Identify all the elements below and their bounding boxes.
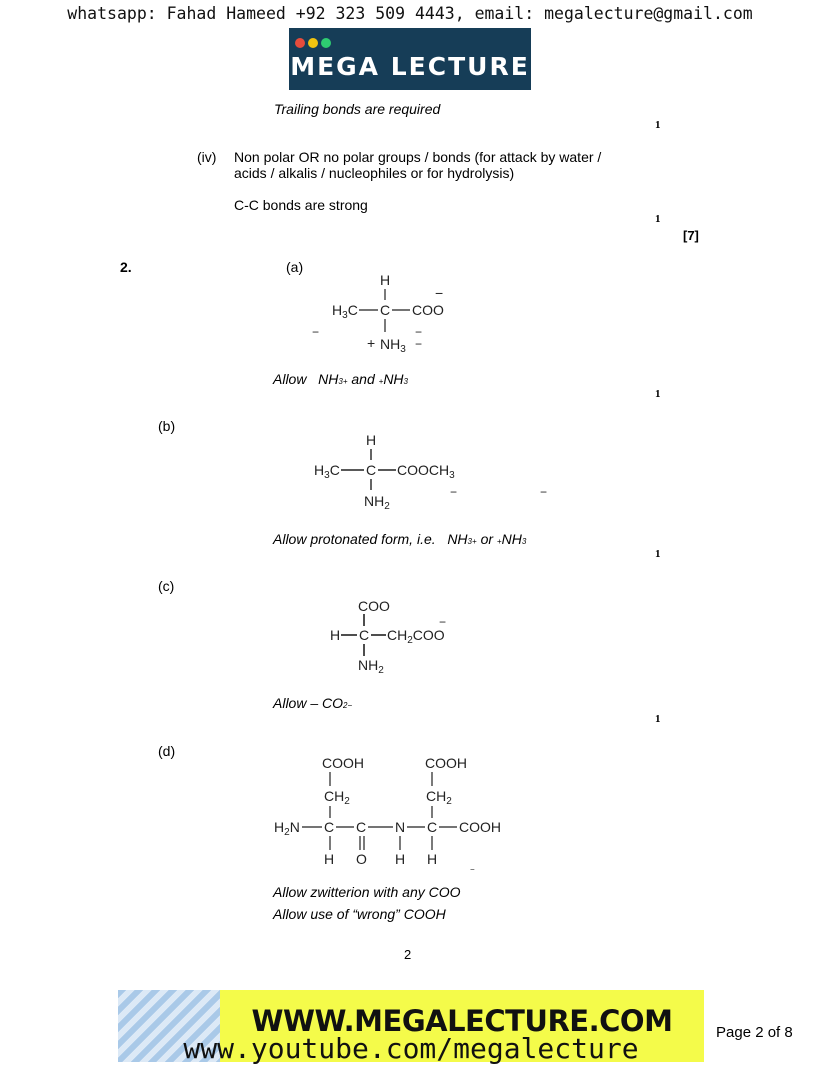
struct-d-c2: C (356, 819, 367, 835)
struct-d-n: N (395, 819, 406, 835)
q2c-allow-note (273, 695, 352, 711)
question-2-number: 2. (120, 259, 132, 275)
mark-q1-cc: 1 (655, 213, 661, 225)
allow-co2-sub: 2− (343, 701, 353, 710)
q1-iv-line1: Non polar OR no polar groups / bonds (for attack by water / (234, 149, 602, 165)
asp-asp-dipeptide-structure (270, 750, 520, 875)
allow-nh3plus: NH3+ (318, 371, 348, 387)
q1-iv-line2: acids / alkalis / nucleophiles or for hydrolysis) (234, 165, 515, 181)
struct-b-cooch3: $COOCH_3$ (397, 462, 455, 481)
struct-c-h: H (330, 627, 341, 643)
stray-minus-mark: − (450, 485, 458, 499)
allow-nh3b: +NH3 (378, 371, 408, 387)
logo-dot-red (295, 38, 305, 48)
cc-bonds-note: C-C bonds are strong (234, 197, 368, 213)
struct-d-cooh-right: COOH (425, 755, 467, 771)
logo-text: MEGA LECTURE (290, 52, 530, 81)
struct-d-cooh-end: COOH (459, 819, 501, 835)
stray-minus-mark: − (312, 325, 320, 339)
q2b-label: (b) (158, 418, 176, 434)
struct-a-c: C (380, 302, 391, 318)
allow-label: Allow (273, 371, 307, 387)
struct-d-o: O (356, 851, 367, 867)
alanine-zwitterion-structure (300, 268, 470, 358)
allow-or: or (480, 531, 494, 547)
allow-nh3b: +NH3 (496, 531, 527, 547)
struct-c-ch2coo: $CH_2COO$ (387, 627, 445, 646)
struct-d-h1: H (324, 851, 335, 867)
allow-protonated-text: Allow protonated form, i.e. (273, 531, 436, 547)
struct-d-h2: H (395, 851, 406, 867)
logo-dot-yellow (308, 38, 318, 48)
struct-a-h: H (380, 272, 391, 288)
youtube-link[interactable]: www.youtube.com/megalecture (183, 1032, 639, 1065)
mark-q2c: 1 (655, 713, 661, 725)
struct-c-coo-top: COO (358, 598, 390, 614)
struct-a-coo: COO (412, 302, 444, 318)
struct-d-cooh-left: COOH (322, 755, 364, 771)
allow-and: and (351, 371, 375, 387)
struct-b-nh2: $NH_2$ (364, 493, 390, 512)
q2a-allow-note (273, 371, 408, 387)
q2d-allow-wrong-cooh: Allow use of “wrong” COOH (273, 906, 446, 922)
alanine-methyl-ester-structure (300, 428, 570, 516)
struct-a-h3c: $H_3C$ (332, 302, 358, 321)
struct-a-nh3: $NH_3$ (380, 336, 406, 355)
stray-minus-mark: − (415, 337, 423, 351)
struct-c-c: C (359, 627, 370, 643)
stray-minus-mark: − (540, 485, 548, 499)
q1-iv-label: (iv) (197, 149, 217, 165)
allow-nh3plus: NH3+ (447, 531, 477, 547)
stray-minus-mark: − (415, 325, 423, 339)
aspartate-structure (320, 594, 470, 680)
struct-b-h: H (366, 432, 377, 448)
struct-d-c1: C (324, 819, 335, 835)
mega-lecture-logo (289, 28, 531, 90)
struct-d-c3: C (427, 819, 438, 835)
struct-b-c: C (366, 462, 377, 478)
contact-header: whatsapp: Fahad Hameed +92 323 509 4443, email: megalecture@gmail.com (67, 4, 753, 23)
q1-total-marks: [7] (683, 228, 699, 243)
q2b-allow-note (273, 531, 526, 547)
struct-a-charge-minus: − (435, 285, 444, 301)
q2d-allow-zwitterion: Allow zwitterion with any COO (273, 884, 461, 900)
mark-q1-trailing: 1 (655, 119, 661, 131)
struct-d-h2n: $H_2N$ (274, 819, 300, 838)
struct-d-ch2-left: $CH_2$ (324, 788, 350, 807)
logo-dot-green (321, 38, 331, 48)
page-of-indicator: Page 2 of 8 (716, 1024, 793, 1041)
allow-co2-text: Allow – CO (273, 695, 344, 711)
q2d-label: (d) (158, 743, 176, 759)
struct-c-nh2: $NH_2$ (358, 657, 384, 676)
page-number: 2 (404, 947, 412, 962)
struct-d-h3: H (427, 851, 438, 867)
struct-b-h3c: $H_3C$ (314, 462, 340, 481)
mark-q2b: 1 (655, 548, 661, 560)
struct-a-plus: + (367, 335, 376, 351)
q2c-label: (c) (158, 578, 175, 594)
website-link[interactable]: WWW.MEGALECTURE.COM (251, 1004, 673, 1038)
trailing-bonds-note: Trailing bonds are required (274, 101, 441, 117)
stray-minus-mark: − (470, 865, 475, 874)
mark-q2a: 1 (655, 388, 661, 400)
charge-minus: − (439, 615, 447, 629)
q2a-label: (a) (286, 259, 304, 275)
struct-d-ch2-right: $CH_2$ (426, 788, 452, 807)
